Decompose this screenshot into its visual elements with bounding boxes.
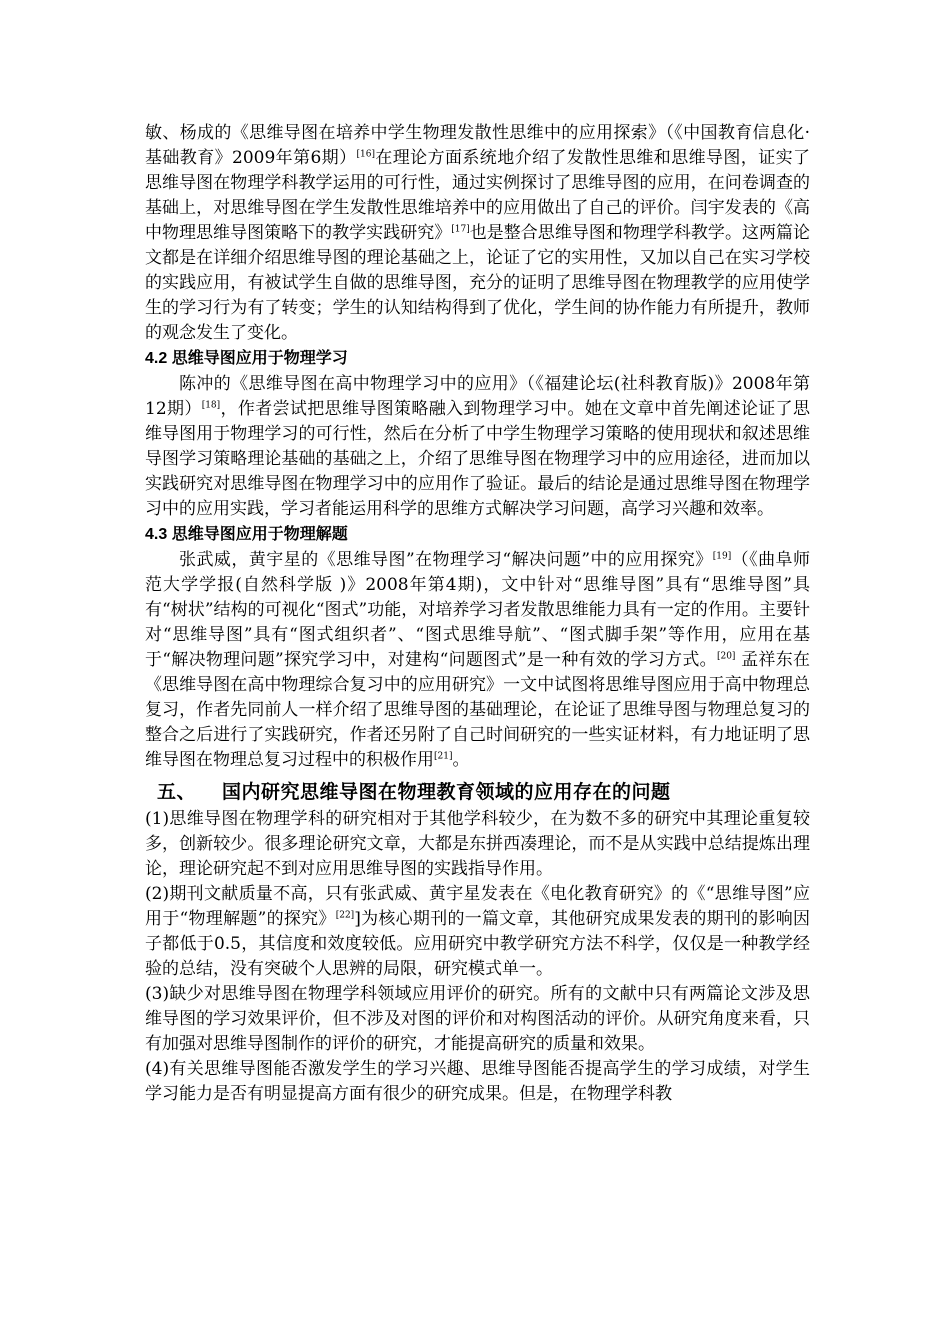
paragraph-text: ]为核心期刊的一篇文章，其他研究成果发表的期刊的影响因子都低于0.5，其信度和效度较低。应用研究中教学研究方法不科学，仅仅是一种教学经验的总结，没有突破个人思辨的局限，研究模式单一。 — [145, 909, 810, 979]
chapter-title: 国内研究思维导图在物理教育领域的应用存在的问题 — [222, 781, 671, 803]
paragraph-text: 陈冲的《思维导图在高中物理学习中的应用》（《福建论坛(社科教育版)》2008年第12期） — [145, 374, 810, 419]
problem-item-3: (3)缺少对思维导图在物理学科领域应用评价的研究。所有的文献中只有两篇论文涉及思维导图的学习效果评价，但不涉及对图的评价和对构图活动的评价。从研究角度来看，只有加强对思维导图制作的评价的研究，才能提高研究的质量和效果。 — [145, 984, 810, 1054]
document-page — [145, 121, 810, 1107]
problem-item-2 — [145, 882, 810, 982]
citation-17: [17] — [451, 224, 470, 235]
paragraph-text: 孟祥东在《思维导图在高中物理综合复习中的应用研究》一文中试图将思维导图应用于高中物理总复习，作者先同前人一样介绍了思维导图的基础理论，在论证了思维导图与物理总复习的整合之后进行了实践研究，作者还另附了自己时间研究的一些实证材料，有力地证明了思维导图在物理总复习过程中的积极作用 — [145, 650, 811, 770]
section-heading-4-2: 4.2 思维导图应用于物理学习 — [145, 350, 348, 367]
paragraph-text: 。 — [452, 750, 470, 770]
paragraph-text: (2)期刊文献质量不高，只有张武威、黄宇星发表在《电化教育研究》的《“思维导图”应用于“物理解题”的探究》 — [145, 884, 810, 929]
chapter-heading-5 — [157, 777, 810, 807]
paragraph-physics-learning — [145, 372, 810, 522]
citation-22: [22] — [335, 910, 355, 921]
citation-20: [20] — [716, 651, 736, 662]
paragraph-text: （《曲阜师范大学学报(自然科学版 )》2008年第4期)，文中针对“思维导图”具有“思维导图”具有“树状”结构的可视化“图式”功能，对培养学习者发散思维能力具有一定的作用。主要针对“思维导图”具有“图式组织者”、“图式思维导航”、“图式脚手架”等作用，应用在基于“解决物理问题”探究学习中，对建构“问题图式”是一种有效的学习方式。 — [145, 550, 811, 670]
citation-21: [21] — [434, 751, 453, 762]
citation-16: [16] — [356, 149, 375, 160]
paragraph-text: 在理论方面系统地介绍了发散性思维和思维导图，证实了思维导图在物理学科教学运用的可行性，通过实例探讨了思维导图的应用，在问卷调查的基础上，对思维导图在学生发散性思维培养中的应用做出了自己的评价。闫宇发表的《高中物理思维导图策略下的教学实践研究》 — [145, 148, 810, 243]
paragraph-mindmap-divergent-thinking — [145, 121, 810, 346]
citation-18: [18] — [201, 400, 221, 411]
paragraph-text: ，作者尝试把思维导图策略融入到物理学习中。她在文章中首先阐述论证了思维导图用于物理学习的可行性，然后在分析了中学生物理学习策略的使用现状和叙述思维导图学习策略理论基础的基础之上，介绍了思维导图在物理学习中的应用途径，进而加以实践研究对思维导图在物理学习中的应用作了验证。最后的结论是通过思维导图在物理学习中的应用实践，学习者能运用科学的思维方式解决学习问题，高学习兴趣和效率。 — [145, 399, 811, 519]
problem-item-4: (4)有关思维导图能否激发学生的学习兴趣、思维导图能否提高学生的学习成绩，对学生学习能力是否有明显提高方面有很少的研究成果。但是，在物理学科教 — [145, 1059, 810, 1104]
paragraph-text: 敏、杨成的《思维导图在培养中学生物理发散性思维中的应用探索》（《中国教育信息化·基础教育》2009年第6期） — [145, 123, 810, 168]
section-heading-4-3: 4.3 思维导图应用于物理解题 — [145, 526, 348, 543]
problem-item-1: (1)思维导图在物理学科的研究相对于其他学科较少，在为数不多的研究中其理论重复较多，创新较少。很多理论研究文章，大都是东拼西凑理论，而不是从实践中总结提炼出理论，理论研究起不到对应用思维导图的实践指导作用。 — [145, 809, 810, 879]
chapter-number: 五、 — [157, 781, 197, 803]
paragraph-text: 张武威，黄宇星的《思维导图”在物理学习“解决问题”中的应用探究》 — [179, 550, 713, 570]
paragraph-text: 也是整合思维导图和物理学科教学。这两篇论文都是在详细介绍思维导图的理论基础之上，论证了它的实用性，又加以自己在实习学校的实践应用，有被试学生自做的思维导图，充分的证明了思维导图在物理教学的应用使学生的学习行为有了转变；学生的认知结构得到了优化，学生间的协作能力有所提升，教师的观念发生了变化。 — [145, 223, 811, 343]
paragraph-problem-solving — [145, 548, 810, 773]
citation-19: [19] — [712, 551, 732, 562]
